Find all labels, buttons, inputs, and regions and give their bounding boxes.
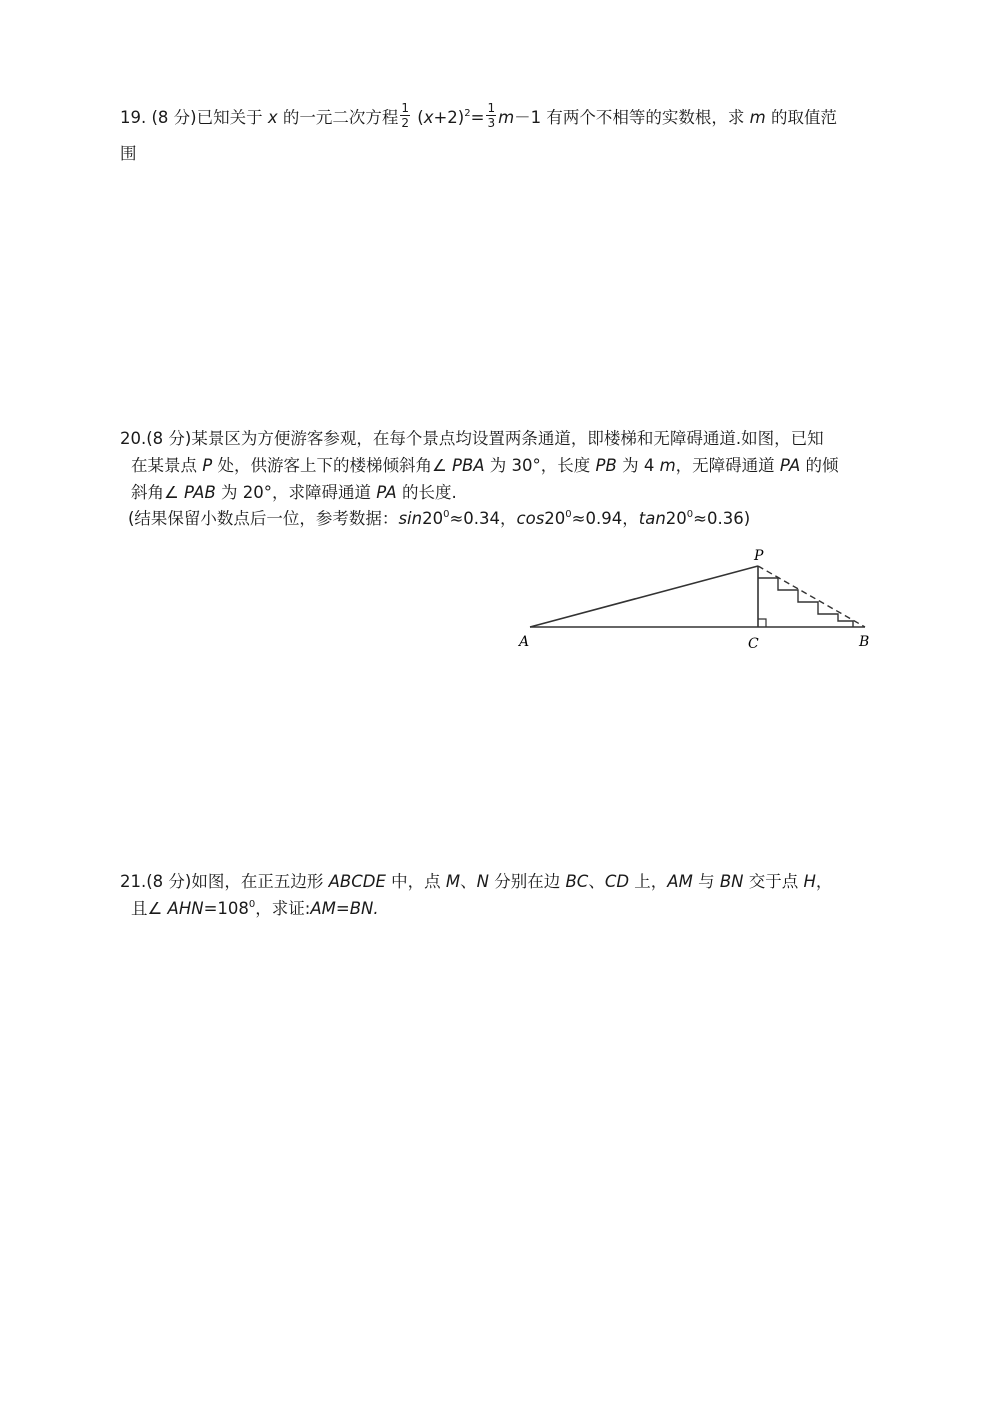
q21-line-2: 且∠ $AHN=108^0$，求证:AM=BN.: [131, 899, 379, 918]
q19-fraction-half: $\frac{1}{2}$: [401, 101, 410, 130]
q19-var-m2: m: [749, 108, 766, 127]
q21-line-1: 21.(8 分)如图，在正五边形 ABCDE 中，点 M、N 分别在边 BC、CD 上，AM 与 BN 交于点 H，: [120, 872, 833, 891]
q20-line-4: (结果保留小数点后一位，参考数据：$\sin 20^0\approx 0.34$，$\cos 20^0\approx 0.94$，$\tan 20^0\approx 0.36$): [128, 509, 751, 528]
q19-plus2: +2): [433, 108, 465, 127]
q20-line-3: 斜角∠ PAB 为 20°，求障碍通道 PA 的长度.: [131, 483, 457, 502]
q19-var-x: x: [267, 108, 278, 127]
q19-lead: 19. (8 分)已知关于: [120, 108, 268, 127]
triangle-figure: [508, 545, 888, 655]
q19-paren-open: (: [412, 108, 424, 127]
q19-line-1: [120, 101, 837, 133]
triangle-diagram: [508, 545, 888, 655]
q20-line-1: 20.(8 分)某景区为方便游客参观，在每个景点均设置两条通道，即楼梯和无障碍通道.如图，已知: [120, 429, 824, 448]
label-p: P: [754, 548, 764, 564]
label-c: C: [748, 636, 759, 652]
q20-line-2: 在某景点 P 处，供游客上下的楼梯倾斜角∠ PBA 为 30°，长度 PB 为 4 m，无障碍通道 PA 的倾: [131, 456, 839, 475]
stairs: [758, 578, 853, 627]
q19-square: 2: [464, 108, 471, 119]
q19-minus1: －1 有两个不相等的实数根，求: [514, 108, 750, 127]
q19-tail: 的取值范: [765, 108, 837, 127]
line-pb-dashed: [758, 566, 865, 627]
q19-text-a: 的一元二次方程: [277, 108, 399, 127]
right-angle-mark: [758, 619, 766, 627]
q19-var-x2: x: [423, 108, 434, 127]
line-pa: [530, 566, 758, 627]
label-b: B: [859, 634, 870, 650]
q19-line-2: 围: [120, 144, 137, 163]
label-a: A: [519, 634, 530, 650]
q19-var-m: m: [498, 108, 515, 127]
q19-equals: =: [470, 108, 485, 127]
q19-fraction-third: $\frac{1}{3}$: [487, 101, 496, 130]
